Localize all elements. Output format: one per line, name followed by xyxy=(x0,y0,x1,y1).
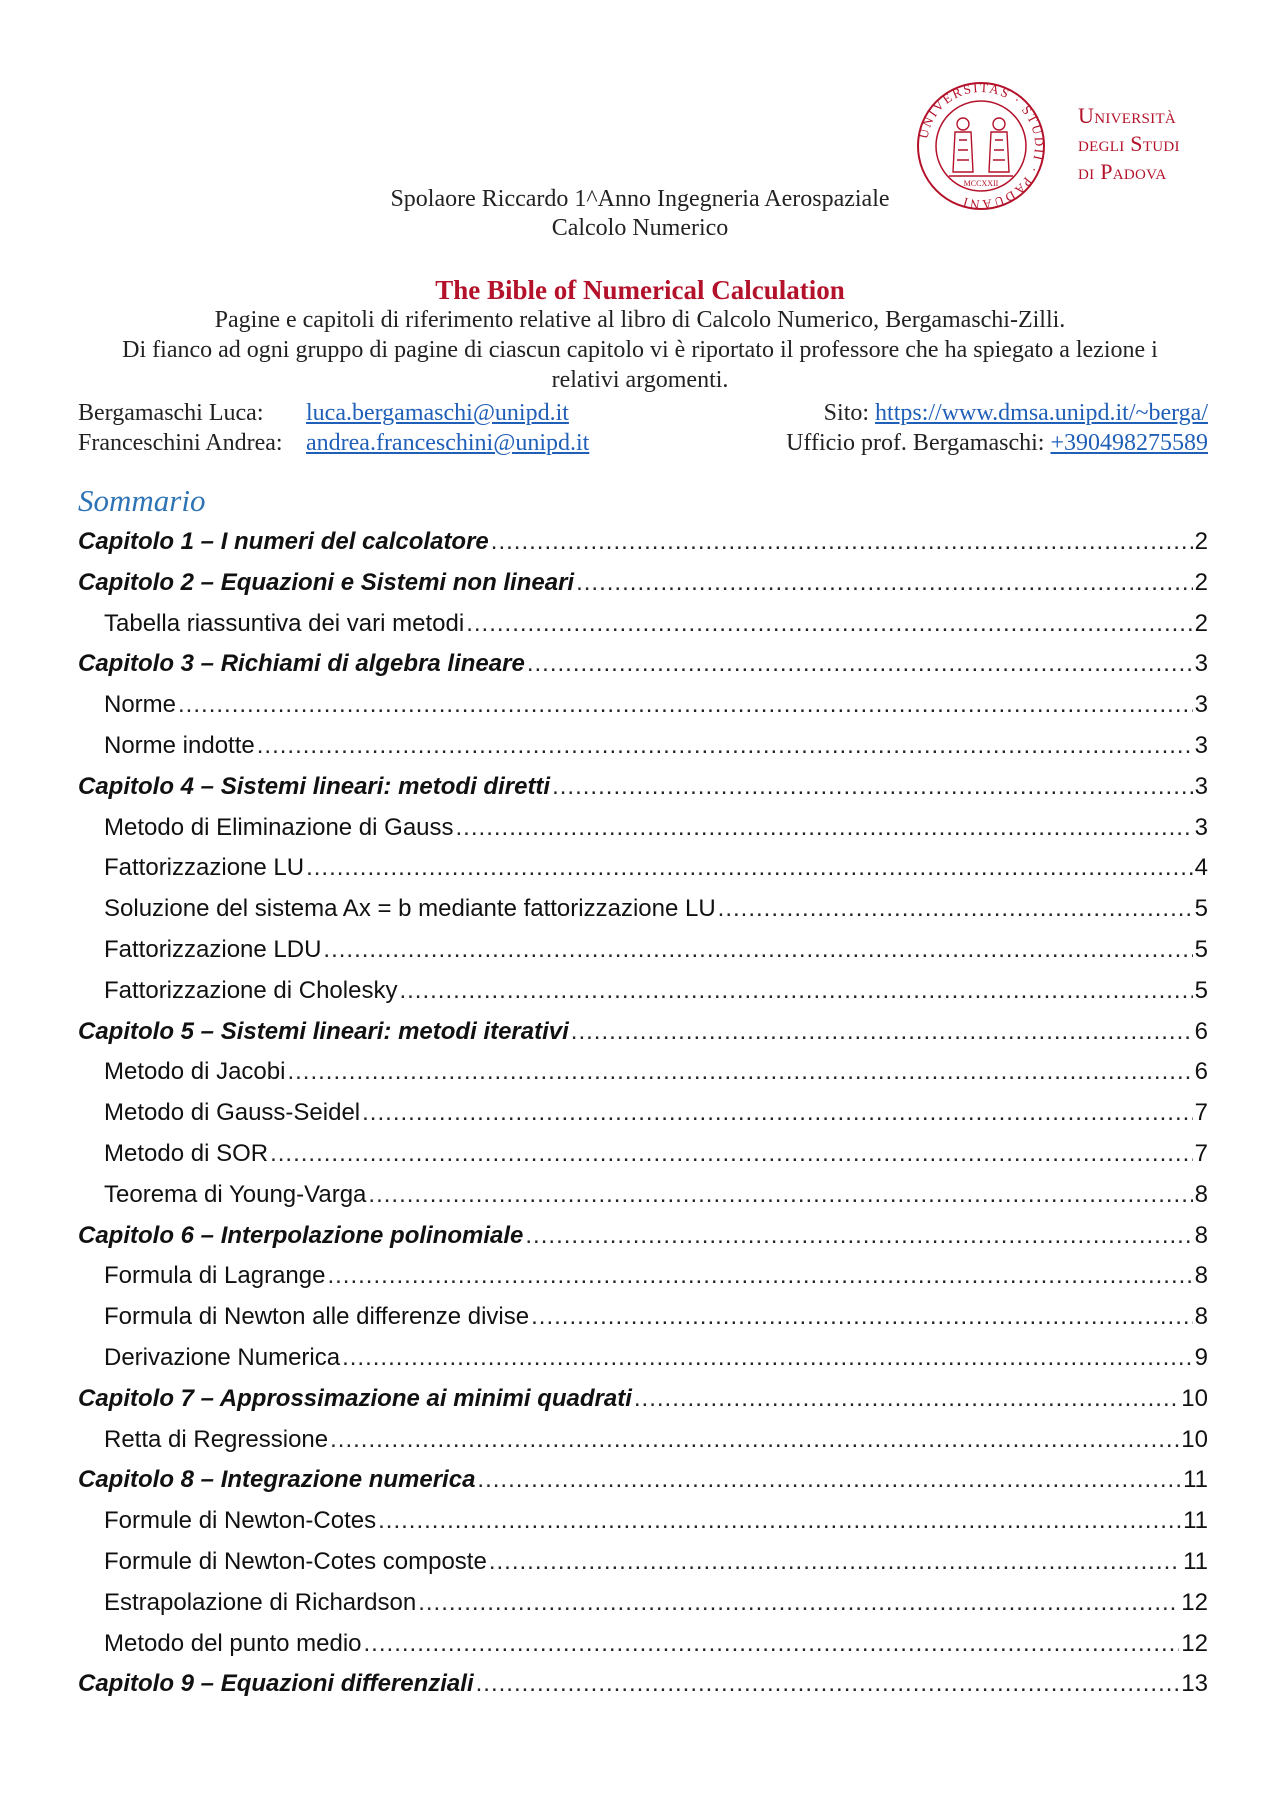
toc-section-entry[interactable] xyxy=(78,848,1208,889)
toc-entry-title: Soluzione del sistema Ax = b mediante fattorizzazione LU xyxy=(104,895,716,923)
toc-entry-title: Capitolo 5 – Sistemi lineari: metodi iterativi xyxy=(78,1017,569,1045)
toc-entry-page: 5 xyxy=(1194,935,1208,963)
toc-entry-page: 12 xyxy=(1181,1588,1208,1616)
toc-entry-title: Metodo di Eliminazione di Gauss xyxy=(104,813,454,841)
toc-dot-leader xyxy=(418,1583,1179,1624)
toc-dot-leader xyxy=(378,1501,1181,1542)
university-name xyxy=(1078,102,1180,186)
toc-chapter-entry[interactable] xyxy=(78,1460,1208,1501)
toc-dot-leader xyxy=(456,808,1193,849)
toc-dot-leader xyxy=(399,971,1192,1012)
toc-entry-title: Metodo di Jacobi xyxy=(104,1058,286,1086)
toc-section-entry[interactable] xyxy=(78,1256,1208,1297)
phone-link[interactable]: +390498275589 xyxy=(1050,430,1208,456)
toc-section-entry[interactable] xyxy=(78,604,1208,645)
toc-dot-leader xyxy=(330,1420,1179,1461)
toc-entry-title: Fattorizzazione di Cholesky xyxy=(104,976,398,1004)
university-name-line: Università xyxy=(1078,103,1177,128)
toc-dot-leader xyxy=(364,1624,1180,1665)
toc-entry-title: Estrapolazione di Richardson xyxy=(104,1588,417,1616)
toc-entry-title: Fattorizzazione LU xyxy=(104,854,305,882)
toc-entry-page: 8 xyxy=(1194,1221,1208,1249)
toc-chapter-entry[interactable] xyxy=(78,1216,1208,1257)
toc-entry-title: Formule di Newton-Cotes xyxy=(104,1507,377,1535)
toc-dot-leader xyxy=(552,767,1193,808)
toc-entry-page: 13 xyxy=(1181,1670,1208,1698)
toc-dot-leader xyxy=(576,563,1193,604)
toc-entry-page: 8 xyxy=(1194,1262,1208,1290)
toc-dot-leader xyxy=(489,1542,1181,1583)
toc-entry-page: 2 xyxy=(1194,528,1208,555)
toc-entry-title: Fattorizzazione LDU xyxy=(104,935,322,963)
email-link[interactable]: luca.bergamaschi@unipd.it xyxy=(306,400,569,426)
toc-section-entry[interactable] xyxy=(78,889,1208,930)
toc-entry-title: Formule di Newton-Cotes composte xyxy=(104,1547,487,1575)
toc-entry-title: Capitolo 1 – I numeri del calcolatore xyxy=(78,528,489,555)
toc-section-entry[interactable] xyxy=(78,808,1208,849)
toc-entry-title: Tabella riassuntiva dei vari metodi xyxy=(104,609,465,637)
toc-chapter-entry[interactable] xyxy=(78,1379,1208,1420)
toc-dot-leader xyxy=(270,1134,1193,1175)
svg-text:MCCXXII: MCCXXII xyxy=(963,179,999,188)
toc-entry-page: 11 xyxy=(1183,1507,1208,1535)
toc-entry-page: 3 xyxy=(1194,772,1208,800)
toc-dot-leader xyxy=(531,1297,1193,1338)
toc-entry-page: 8 xyxy=(1194,1303,1208,1331)
toc-chapter-entry[interactable] xyxy=(78,767,1208,808)
toc-dot-leader xyxy=(323,930,1192,971)
toc-entry-page: 4 xyxy=(1194,854,1208,882)
toc-dot-leader xyxy=(477,1460,1181,1501)
toc-dot-leader xyxy=(306,848,1193,889)
toc-entry-page: 12 xyxy=(1181,1629,1208,1657)
toc-dot-leader xyxy=(342,1338,1193,1379)
toc-dot-leader xyxy=(718,889,1193,930)
toc-dot-leader xyxy=(571,1012,1193,1053)
toc-section-entry[interactable] xyxy=(78,1093,1208,1134)
description-line: Pagine e capitoli di riferimento relative al libro di Calcolo Numerico, Bergamaschi-Zilli. xyxy=(214,307,1066,333)
toc-section-entry[interactable] xyxy=(78,1338,1208,1379)
toc-section-entry[interactable] xyxy=(78,1052,1208,1093)
toc-dot-leader xyxy=(491,522,1193,563)
toc-chapter-entry[interactable] xyxy=(78,1012,1208,1053)
toc-entry-page: 6 xyxy=(1194,1058,1208,1086)
toc-entry-title: Capitolo 7 – Approssimazione ai minimi quadrati xyxy=(78,1384,632,1412)
course-name: Calcolo Numerico xyxy=(551,215,729,241)
toc-entry-title: Capitolo 6 – Interpolazione polinomiale xyxy=(78,1221,524,1249)
description-line: relativi argomenti. xyxy=(551,367,729,393)
toc-dot-leader xyxy=(476,1664,1180,1705)
svg-text:UNIVERSITAS · STUDII · PADUANI: UNIVERSITAS · STUDII · PADUANI xyxy=(915,80,1047,212)
toc-section-entry[interactable] xyxy=(78,1420,1208,1461)
toc-entry-title: Teorema di Young-Varga xyxy=(104,1180,367,1208)
toc-entry-page: 3 xyxy=(1194,813,1208,841)
toc-entry-page: 2 xyxy=(1194,568,1208,596)
document-description xyxy=(60,305,1220,395)
toc-entry-page: 3 xyxy=(1194,650,1208,678)
toc-section-entry[interactable] xyxy=(78,1134,1208,1175)
toc-dot-leader xyxy=(362,1093,1193,1134)
toc-entry-page: 2 xyxy=(1194,609,1208,637)
table-of-contents xyxy=(78,522,1208,1705)
toc-entry-page: 3 xyxy=(1194,731,1208,759)
toc-entry-title: Norme xyxy=(104,691,177,719)
toc-entry-title: Metodo di Gauss-Seidel xyxy=(104,1099,361,1127)
toc-entry-title: Capitolo 3 – Richiami di algebra lineare xyxy=(78,650,525,678)
toc-entry-page: 5 xyxy=(1194,976,1208,1004)
website-info xyxy=(824,398,1208,428)
contact-name: Franceschini Andrea: xyxy=(78,430,283,456)
toc-entry-title: Derivazione Numerica xyxy=(104,1343,341,1371)
toc-entry-page: 11 xyxy=(1183,1547,1208,1575)
toc-entry-page: 7 xyxy=(1194,1099,1208,1127)
toc-entry-title: Capitolo 4 – Sistemi lineari: metodi diretti xyxy=(78,772,551,800)
toc-entry-page: 9 xyxy=(1194,1343,1208,1371)
website-link[interactable]: https://www.dmsa.unipd.it/~berga/ xyxy=(875,400,1208,426)
toc-chapter-entry[interactable] xyxy=(78,644,1208,685)
toc-section-entry[interactable] xyxy=(78,685,1208,726)
toc-dot-leader xyxy=(525,1216,1192,1257)
toc-entry-title: Metodo di SOR xyxy=(104,1139,269,1167)
toc-chapter-entry[interactable] xyxy=(78,563,1208,604)
toc-entry-page: 3 xyxy=(1194,691,1208,719)
toc-entry-title: Capitolo 8 – Integrazione numerica xyxy=(78,1466,476,1494)
email-link[interactable]: andrea.franceschini@unipd.it xyxy=(306,430,590,456)
toc-dot-leader xyxy=(257,726,1193,767)
office-label: Ufficio prof. Bergamaschi: xyxy=(786,430,1051,456)
toc-entry-title: Capitolo 2 – Equazioni e Sistemi non lineari xyxy=(78,568,575,596)
toc-section-entry[interactable] xyxy=(78,726,1208,767)
toc-entry-page: 10 xyxy=(1181,1425,1208,1453)
toc-section-entry[interactable] xyxy=(78,1542,1208,1583)
author-line: Spolaore Riccardo 1^Anno Ingegneria Aerospaziale xyxy=(390,186,890,212)
toc-section-entry[interactable] xyxy=(78,1583,1208,1624)
toc-section-entry[interactable] xyxy=(78,1175,1208,1216)
contact-name: Bergamaschi Luca: xyxy=(78,400,264,426)
document-title: The Bible of Numerical Calculation xyxy=(435,275,845,305)
toc-dot-leader xyxy=(368,1175,1192,1216)
university-name-line: degli Studi xyxy=(1078,131,1180,156)
toc-section-entry[interactable] xyxy=(78,930,1208,971)
university-name-line: di Padova xyxy=(1078,159,1167,184)
toc-chapter-entry[interactable] xyxy=(78,1664,1208,1705)
toc-entry-title: Retta di Regressione xyxy=(104,1425,329,1453)
toc-dot-leader xyxy=(178,685,1193,726)
toc-heading: Sommario xyxy=(78,483,206,518)
toc-entry-page: 5 xyxy=(1194,895,1208,923)
description-line: Di fianco ad ogni gruppo di pagine di ciascun capitolo vi è riportato il professore che ha spiegato a lezione i xyxy=(122,337,1158,363)
toc-entry-title: Norme indotte xyxy=(104,731,255,759)
toc-section-entry[interactable] xyxy=(78,1624,1208,1665)
toc-entry-page: 8 xyxy=(1194,1180,1208,1208)
toc-dot-leader xyxy=(466,604,1192,645)
toc-dot-leader xyxy=(287,1052,1192,1093)
website-label: Sito: xyxy=(823,400,876,426)
toc-entry-title: Metodo del punto medio xyxy=(104,1629,362,1657)
toc-entry-title: Formula di Lagrange xyxy=(104,1262,326,1290)
toc-section-entry[interactable] xyxy=(78,1297,1208,1338)
toc-dot-leader xyxy=(634,1379,1179,1420)
toc-entry-page: 10 xyxy=(1181,1384,1208,1412)
toc-entry-page: 11 xyxy=(1183,1466,1208,1494)
toc-section-entry[interactable] xyxy=(78,1501,1208,1542)
toc-entry-title: Formula di Newton alle differenze divise xyxy=(104,1303,530,1331)
toc-section-entry[interactable] xyxy=(78,971,1208,1012)
office-info xyxy=(786,428,1208,458)
toc-entry-title: Capitolo 9 – Equazioni differenziali xyxy=(78,1670,474,1698)
toc-dot-leader xyxy=(327,1256,1192,1297)
toc-dot-leader xyxy=(527,644,1193,685)
toc-entry-page: 7 xyxy=(1194,1139,1208,1167)
toc-chapter-entry[interactable] xyxy=(78,522,1208,563)
toc-entry-page: 6 xyxy=(1194,1017,1208,1045)
